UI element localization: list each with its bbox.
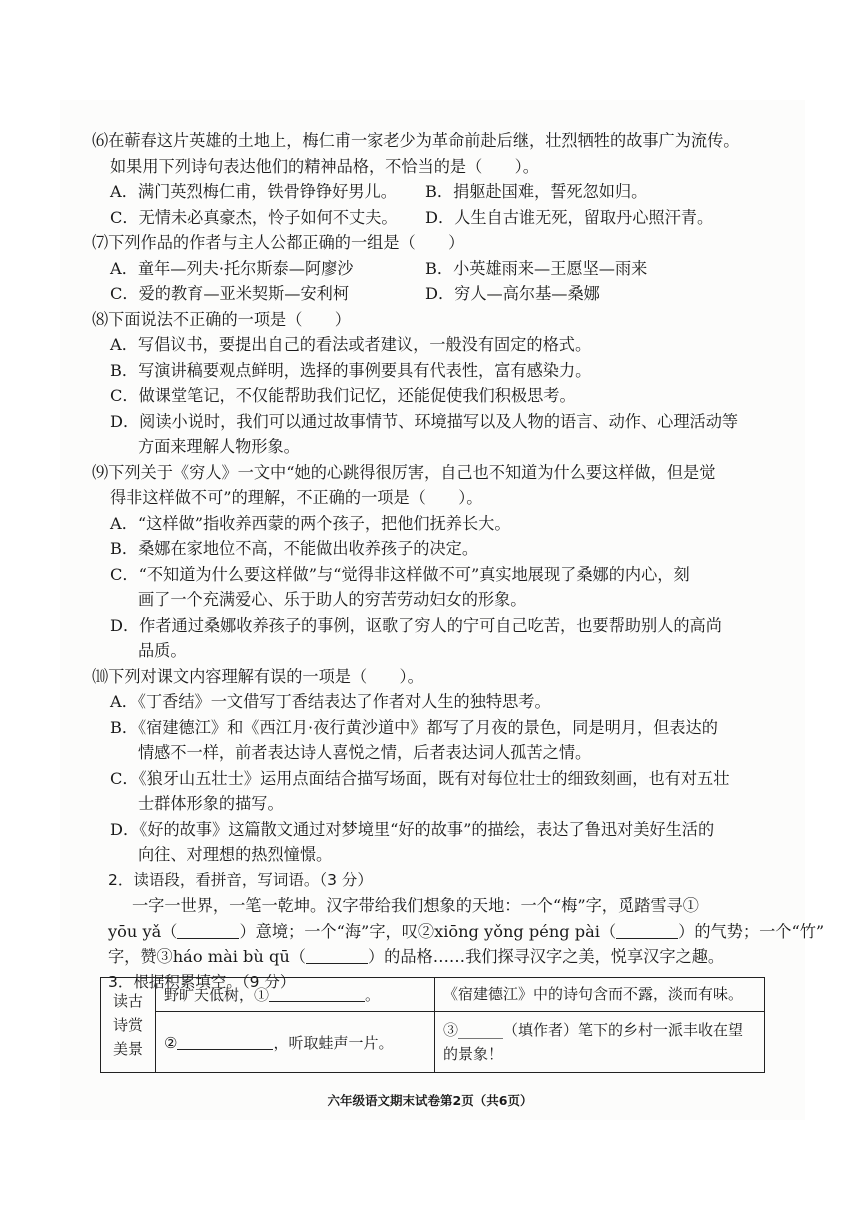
q7-options-row2 xyxy=(110,281,762,307)
q6-options-row2 xyxy=(110,205,762,231)
row1-right-cell: 《宿建德江》中的诗句含而不露，淡而有味。 xyxy=(435,978,765,1012)
section-3-title: 3．根据积累填空。（9 分） xyxy=(108,972,296,991)
poem-blank-1[interactable] xyxy=(269,983,365,1002)
q8-stem: ⑻下面说法不正确的一项是（ ） xyxy=(92,309,351,329)
q10-option-c-1: C．《狼牙山五壮士》运用点面结合描写场面，既有对每位壮士的细致刻画，也有对五壮 xyxy=(110,768,730,788)
q6-option-a: A．满门英烈梅仁甫，铁骨铮铮好男儿。 xyxy=(110,182,397,201)
q7-option-c: C．爱的教育—亚米契斯—安利柯 xyxy=(110,284,350,303)
page-footer: 六年级语文期末试卷第2页（共6页） xyxy=(327,1093,533,1108)
section-2-text-tail: ）的气势；一个“竹” xyxy=(678,921,825,941)
q7-option-b: B．小英雄雨来—王愿坚—雨来 xyxy=(425,258,648,278)
q9-stem-1: ⑼下列关于《穷人》一文中“她的心跳得很厉害，自己也不知道为什么要这样做，但是觉 xyxy=(92,462,716,482)
q10-option-b-2: 情感不一样，前者表达诗人喜悦之情，后者表达词人孤苦之情。 xyxy=(138,743,592,762)
q9-stem-2: 得非这样做不可”的理解，不正确的一项是（ ）。 xyxy=(110,488,483,507)
q6-option-b: B．捐躯赴国难，誓死忽如归。 xyxy=(425,182,648,201)
q7-options-row1 xyxy=(110,256,762,282)
category-line-3: 美景 xyxy=(112,1040,143,1058)
q9-option-b: B．桑娜在家地位不高，不能做出收养孩子的决定。 xyxy=(110,539,479,558)
q6-stem-1: ⑹在蕲春这片英雄的土地上，梅仁甫一家老少为革命前赴后继，壮烈牺牲的故事广为流传。 xyxy=(92,131,740,150)
q9-option-a: A．“这样做”指收养西蒙的两个孩子，把他们抚养长大。 xyxy=(110,513,511,533)
row2-left-cell xyxy=(156,1011,435,1072)
q10-option-d-1: D．《好的故事》这篇散文通过对梦境里“好的故事”的描绘，表达了鲁迅对美好生活的 xyxy=(110,819,715,839)
pinyin-3: 字，赞③háo mài bù qū（ xyxy=(108,947,306,966)
poem-blank-2[interactable] xyxy=(177,1031,273,1050)
question-content xyxy=(92,128,825,995)
row2-right-cell: ③______（填作者）笔下的乡村一派丰收在望的景象！ xyxy=(435,1011,765,1072)
q8-option-b: B．写演讲稿要观点鲜明，选择的事例要具有代表性，富有感染力。 xyxy=(110,360,592,380)
poetry-fill-table xyxy=(100,977,765,1073)
row2-number: ② xyxy=(164,1033,178,1052)
q8-option-a: A．写倡议书，要提出自己的看法或者建议，一般没有固定的格式。 xyxy=(110,335,592,354)
section-2-para-2 xyxy=(108,919,825,945)
q8-option-c: C．做课堂笔记，不仅能帮助我们记忆，还能促使我们积极思考。 xyxy=(110,386,576,405)
q7-option-d: D．穷人—高尔基—桑娜 xyxy=(425,284,600,303)
q10-stem: ⑽下列对课文内容理解有误的一项是（ ）。 xyxy=(92,666,424,686)
q6-option-d: D．人生自古谁无死，留取丹心照汗青。 xyxy=(425,207,714,227)
q6-options-row1 xyxy=(110,179,762,205)
section-2-para-1: 一字一世界，一笔一乾坤。汉字带给我们想象的天地：一个“梅”字，觅踏雪寻① xyxy=(132,896,699,915)
q8-option-d-2: 方面来理解人物形象。 xyxy=(138,437,300,456)
table-category-cell xyxy=(101,978,156,1073)
q9-option-d-2: 品质。 xyxy=(138,641,187,660)
q6-stem-2: 如果用下列诗句表达他们的精神品格，不恰当的是（ ）。 xyxy=(110,156,539,176)
q6-option-c: C．无情未必真豪杰，怜子如何不丈夫。 xyxy=(110,207,398,227)
q10-option-c-2: 士群体形象的描写。 xyxy=(138,794,284,813)
q9-option-c-1: C．“不知道为什么要这样做”与“觉得非这样做不可”真实地展现了桑娜的内心，刻 xyxy=(110,564,690,584)
pinyin-2: ）意境；一个“海”字，叹②xiōng yǒng péng pài（ xyxy=(239,921,617,941)
category-line-1: 读古 xyxy=(112,992,143,1010)
q10-option-b-1: B．《宿建德江》和《西江月·夜行黄沙道中》都写了月夜的景色，同是明月，但表达的 xyxy=(110,717,718,737)
row1-period: 。 xyxy=(365,986,381,1005)
section-2-text-end: ）的品格……我们探寻汉字之美，悦享汉字之趣。 xyxy=(367,947,725,966)
answer-blank-3[interactable] xyxy=(306,945,368,964)
section-2-para-3 xyxy=(108,944,762,970)
q10-option-a: A．《丁香结》一文借写丁香结表达了作者对人生的独特思考。 xyxy=(110,692,551,711)
section-2-title: 2．读语段，看拼音，写词语。（3 分） xyxy=(108,870,373,889)
row2-poem-text: ，听取蛙声一片。 xyxy=(273,1033,394,1052)
q8-option-d-1: D．阅读小说时，我们可以通过故事情节、环境描写以及人物的语言、动作、心理活动等 xyxy=(110,411,739,431)
q9-option-d-1: D．作者通过桑娜收养孩子的事例，讴歌了穷人的宁可自己吃苦，也要帮助别人的高尚 xyxy=(110,615,722,635)
answer-blank-1[interactable] xyxy=(177,920,239,939)
row1-poem-text: 野旷天低树，① xyxy=(164,986,270,1005)
q7-stem: ⑺下列作品的作者与主人公都正确的一组是（ ） xyxy=(92,233,465,252)
pinyin-1: yōu yǎ（ xyxy=(108,921,178,941)
q10-option-d-2: 向往、对理想的热烈憧憬。 xyxy=(138,845,333,864)
q9-option-c-2: 画了一个充满爱心、乐于助人的穷苦劳动妇女的形象。 xyxy=(138,590,527,609)
category-line-2: 诗赏 xyxy=(112,1016,143,1034)
row1-left-cell xyxy=(156,978,435,1012)
answer-blank-2[interactable] xyxy=(616,920,678,939)
q7-option-a: A．童年—列夫·托尔斯泰—阿廖沙 xyxy=(110,258,354,278)
